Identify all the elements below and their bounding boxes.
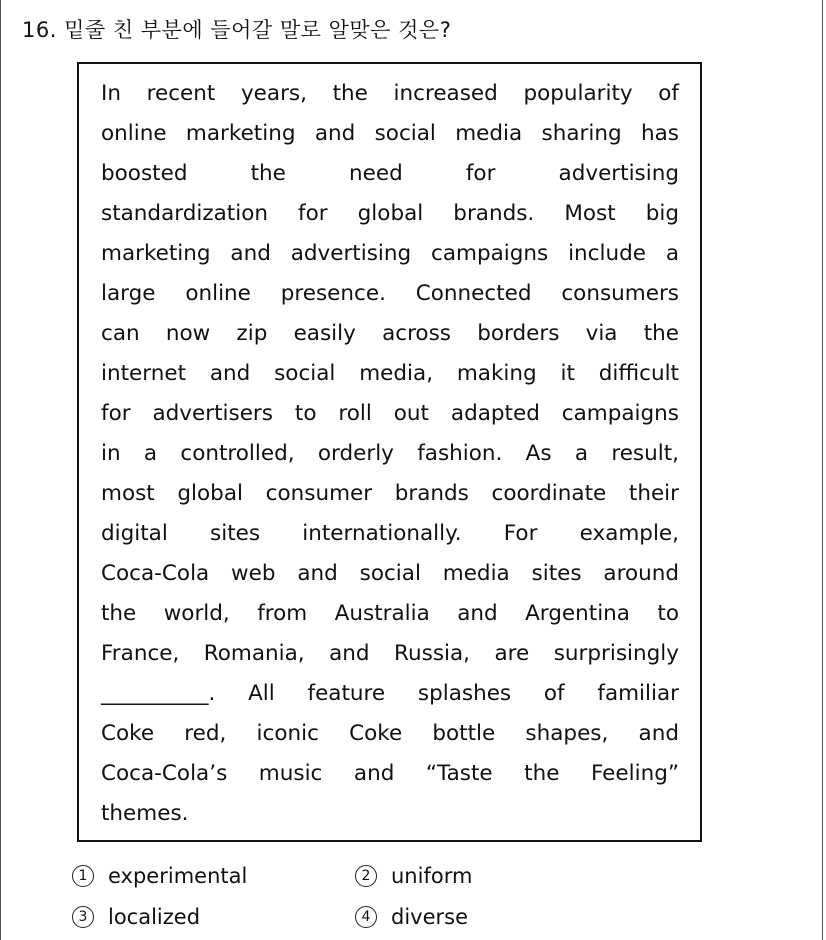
passage-line: standardization for global brands. Most big <box>101 201 679 226</box>
passage-line: online marketing and social media sharing has <box>101 121 679 146</box>
passage-line: the world, from Australia and Argentina to <box>101 601 679 626</box>
option-number-circle: 4 <box>355 906 377 928</box>
option-text: diverse <box>391 905 469 929</box>
passage-line: most global consumer brands coordinate their <box>101 481 679 506</box>
option-1[interactable] <box>72 864 247 888</box>
question-title: 16. 밑줄 친 부분에 들어갈 말로 알맞은 것은? <box>22 18 452 42</box>
option-4[interactable] <box>355 905 468 929</box>
passage-line: large online presence. Connected consumers <box>101 281 679 306</box>
option-number-circle: 2 <box>355 865 377 887</box>
option-text: localized <box>108 905 201 929</box>
passage-line: boosted the need for advertising <box>101 161 679 186</box>
passage-line: can now zip easily across borders via the <box>101 321 679 346</box>
option-number-circle: 1 <box>72 865 94 887</box>
passage-line: Coca-Cola’s music and “Taste the Feeling” <box>101 761 679 786</box>
option-text: uniform <box>391 864 473 888</box>
passage-line-with-blank: __________. All feature splashes of familiar <box>101 681 679 706</box>
passage-line: Coca-Cola web and social media sites around <box>101 561 679 586</box>
option-text: experimental <box>108 864 248 888</box>
option-number-circle: 3 <box>72 906 94 928</box>
passage-line: themes. <box>101 801 189 826</box>
passage-line: for advertisers to roll out adapted campaigns <box>101 401 679 426</box>
passage-line: in a controlled, orderly fashion. As a result, <box>101 441 679 466</box>
passage-line: France, Romania, and Russia, are surprisingly <box>101 641 679 666</box>
passage-line: internet and social media, making it difficult <box>101 361 679 386</box>
option-2[interactable] <box>355 864 472 888</box>
passage-line: Coke red, iconic Coke bottle shapes, and <box>101 721 679 746</box>
passage-box <box>77 62 702 842</box>
passage-line: marketing and advertising campaigns include a <box>101 241 679 266</box>
option-3[interactable] <box>72 905 200 929</box>
passage-line: In recent years, the increased popularity of <box>101 81 679 106</box>
passage-line: digital sites internationally. For example, <box>101 521 679 546</box>
passage-text <box>101 74 679 834</box>
